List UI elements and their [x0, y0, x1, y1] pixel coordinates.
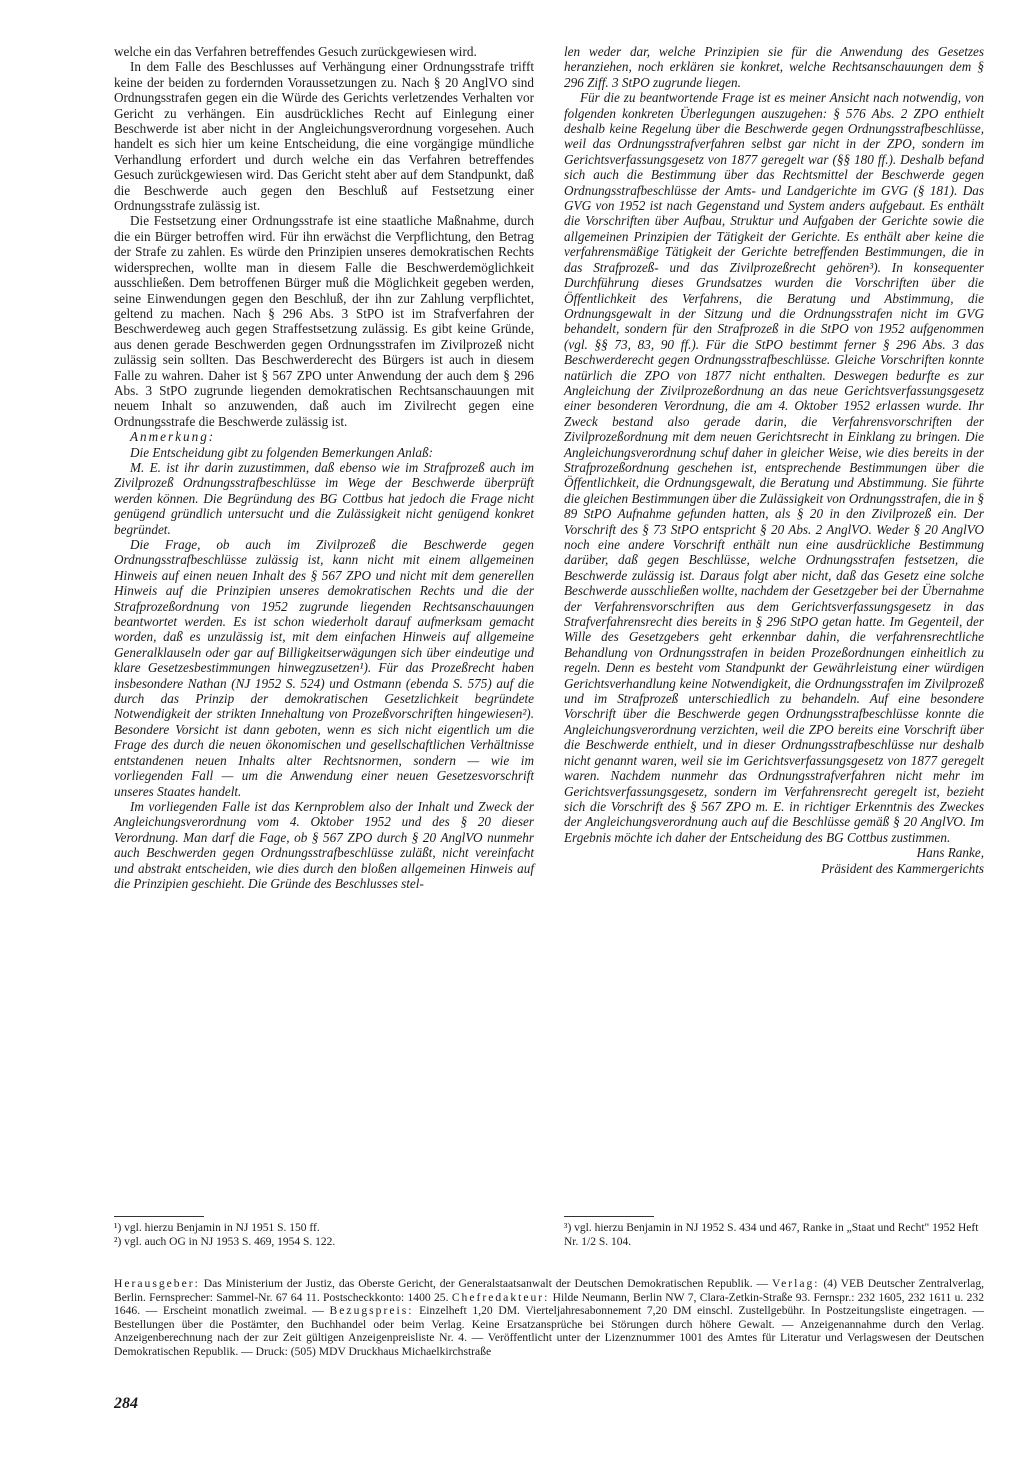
annotation-heading: Anmerkung: — [130, 429, 216, 445]
signature-name: Hans Ranke, — [916, 845, 984, 861]
paragraph: Für die zu beantwortende Frage ist es meiner Ansicht nach notwendig, von folgenden konkreten Überlegungen auszugehen: § 576 Abs. 2 ZPO enthielt deshalb keine Regelung über die Beschwerde gegen Ordnungsstrafbeschlüsse, weil das Ordnungsstrafverfahren selbst gar nicht in der ZPO, sondern im Gerichtsverfassungsgesetz von 1877 geregelt war (§§ 180 ff.). Deshalb befand sich auch die Bestimmung über das Rechtsmittel der Beschwerde gegen Ordnungsstrafbeschlüsse der Amts- und Landgerichte im GVG (§ 181). Das GVG von 1952 ist nach Gegenstand und System anders aufgebaut. Es enthält die Vorschriften über Aufbau, Struktur und Aufgaben der Gerichte sowie die allgemeinen Prinzipien der Tätigkeit der Gerichte. Es enthält aber keine die verfahrensmäßige Tätigkeit der Gerichte betreffenden Bestimmungen, die in das Strafprozeß- und das Zivilprozeßrecht gehören³). In konsequenter Durchführung dieses Grundsatzes wurden die Vorschriften über die Öffentlichkeit des Verfahrens, die Beratung und Abstimmung, die Ordnungsgewalt in der Sitzung und die Ordnungsstrafen nicht im GVG behandelt, sondern für den Strafprozeß in die StPO von 1952 aufgenommen (vgl. §§ 73, 83, 90 ff.). Für die StPO bestimmt ferner § 296 Abs. 3 das Beschwerderecht gegen Ordnungsstrafbeschlüsse. Gleiche Vorschriften konnte natürlich die ZPO von 1877 nicht enthalten. Deswegen bedurfte es zur Angleichung der Zivilprozeßordnung an das neue Gerichtsverfassungsgesetz einer besonderen Verordnung, die am 4. Oktober 1952 erlassen wurde. Ihr Zweck bestand also gerade darin, die Verfahrensvorschriften der Zivilprozeßordnung mit dem neuen Gerichtsrecht in Einklang zu bringen. Die Angleichungsverordnung schuf daher in gleicher Weise, wie dies bereits in der Strafprozeßordnung geschehen ist, entsprechende Bestimmungen über die Öffentlichkeit, die Ordnungsgewalt, die Beratung und Abstimmung. Sie führte die gleichen Bestimmungen über die Zulässigkeit von Ordnungsstrafen, die in § 89 StPO Aufnahme gefunden hatten, als § 20 in den Zivilprozeß ein. Der Vorschrift des § 73 StPO entspricht § 20 Abs. 2 AnglVO. Weder § 20 AnglVO noch eine andere Vorschrift enthält nun eine ausdrückliche Bestimmung darüber, daß gegen Beschlüsse, welche Ordnungsstrafen festsetzen, die Beschwerde zulässig ist. Daraus folgt aber nicht, daß das Gesetz eine solche Beschwerde ausschließen wollte, nachdem der Gesetzgeber bei der Übernahme der Verfahrensvorschriften aus dem Gerichtsverfassungsgesetz in das Strafverfahrensrecht dies bereits in § 296 StPO getan hatte. Im Gegenteil, der Wille des Gesetzgebers geht erkennbar dahin, die verfahrensrechtliche Behandlung von Ordnungsstrafen in beiden Prozeßordnungen einheitlich zu regeln. Denn es besteht vom Standpunkt der Gewährleistung einer würdigen Gerichtsverhandlung keine Notwendigkeit, die Ordnungsstrafen im Zivilprozeß und im Strafprozeß unterschiedlich zu behandeln. Auf eine besondere Vorschrift über die Beschwerde gegen Ordnungsstrafbeschlüsse konnte die Angleichungsverordnung verzichten, weil die ZPO bereits eine Vorschrift über die Beschwerde enthielt, und in dieser Ordnungsstrafbeschlüsse nur deshalb nicht genannt waren, weil sie im Gerichtsverfassungsgesetz von 1877 geregelt waren. Nachdem nunmehr das Ordnungsstrafverfahren nicht mehr im Gerichtsverfassungsgesetz, sondern im Verfahrensrecht geregelt ist, bezieht sich die Vorschrift des § 567 ZPO m. E. in richtiger Erkenntnis des Zweckes der Angleichungsverordnung auch auf die Beschlüsse gemäß § 20 AnglVO. Im Ergebnis möchte ich daher der Entscheidung des BG Cottbus zustimmen. — [564, 90, 984, 845]
right-column — [564, 44, 984, 876]
colophon-text: (4) VEB Deutscher Zentralverlag, Berlin. Fernsprecher: Sammel-Nr. 67 64 11. Postscheckkonto: 1400 25. — [114, 1277, 985, 1304]
paragraph: welche ein das Verfahren betreffendes Gesuch zurückgewiesen wird. — [114, 44, 477, 59]
colophon — [114, 1277, 984, 1359]
colophon-text: Hilde Neumann, Berlin NW 7, Clara-Zetkin-Straße 93. Fernspr.: 232 1605, 232 1611 u. 232 1646. — Erscheint monatlich zweimal. — — [114, 1290, 984, 1318]
footnote-rule — [114, 1216, 204, 1217]
colophon-text: Das Ministerium der Justiz, das Oberste Gericht, der Generalstaatsanwalt der Deutschen Demokratischen Republik. — — [203, 1277, 769, 1290]
paragraph: In dem Falle des Beschlusses auf Verhängung einer Ordnungsstrafe trifft keine der beiden zu fordernden Voraussetzungen zu. Nach § 20 AnglVO sind Ordnungsstrafen gegen ein die Würde des Gerichts verletzendes Verhalten vor Gericht zu verhängen. Ein ausdrückliches Recht auf Einlegung einer Beschwerde ist aber nicht in der Angleichungsverordnung vorgesehen. Auch handelt es sich hier um keine Entscheidung, die eine vorgängige mündliche Verhandlung erfordert und durch welche ein das Verfahren betreffendes Gesuch zurückgewiesen wird. Das Gericht steht aber auf dem Standpunkt, daß die Beschwerde auch gegen den Beschluß auf Festsetzung einer Ordnungsstrafe zulässig ist. — [114, 59, 534, 214]
page-number: 284 — [114, 1395, 138, 1412]
footnote: ¹) vgl. hierzu Benjamin in NJ 1951 S. 150 ff. — [114, 1222, 320, 1234]
paragraph: len weder dar, welche Prinzipien sie für die Anwendung des Gesetzes heranziehen, noch erklären sie konkret, welche Rechtsanschauungen dem § 296 Ziff. 3 StPO zugrunde liegen. — [564, 44, 984, 90]
colophon-label: Chefredakteur: — [451, 1290, 550, 1304]
colophon-label: Herausgeber: — [114, 1277, 200, 1290]
paragraph: Die Entscheidung gibt zu folgenden Bemerkungen Anlaß: — [130, 444, 434, 460]
left-column — [114, 44, 534, 891]
footnote: ³) vgl. hierzu Benjamin in NJ 1952 S. 434 und 467, Ranke in „Staat und Recht" 1952 Heft Nr. 1/2 S. 104. — [564, 1222, 979, 1248]
paragraph: Im vorliegenden Falle ist das Kernproblem also der Inhalt und Zweck der Angleichungsverordnung vom 4. Oktober 1952 und des § 20 dieser Verordnung. Man darf die Fage, ob § 567 ZPO durch § 20 AnglVO nunmehr auch Beschwerden gegen Ordnungsstrafbeschlüsse zuläßt, nicht vereinfacht und abstrakt entscheiden, wie dies durch den bloßen allgemeinen Hinweis auf die Prinzipien geschieht. Die Gründe des Beschlusses stel- — [114, 798, 534, 891]
paragraph: Die Frage, ob auch im Zivilprozeß die Beschwerde gegen Ordnungsstrafbeschlüsse zulässig ist, kann nicht mit einem allgemeinen Hinweis auf einen neuen Inhalt des § 567 ZPO und nicht mit dem generellen Hinweis auf die Prinzipien unseres demokratischen Rechts und die der Strafprozeßordnung von 1952 zugrunde liegenden Rechtsanschauungen beantwortet werden. Es ist schon wiederholt darauf aufmerksam gemacht worden, daß es unzulässig ist, mit dem einfachen Hinweis auf allgemeine Generalklauseln oder gar auf Billigkeitserwägungen sich über eindeutige und klare Gesetzesbestimmungen hinwegzusetzen¹). Für das Prozeßrecht haben insbesondere Nathan (NJ 1952 S. 524) und Ostmann (ebenda S. 575) auf die durch das Prinzip der demokratischen Gesetzlichkeit begründete Notwendigkeit der strikten Innehaltung von Prozeßvorschriften hingewiesen²). Besondere Vorsicht ist dann geboten, wenn es sich nicht eigentlich um die Frage des durch die neuen ökonomischen und gesellschaftlichen Verhältnisse entstandenen neuen Inhalts alter Rechtsnormen, sondern — wie im vorliegenden Fall — um die Anwendung einer neuen Gesetzesvorschrift unseres Staates handelt. — [114, 537, 534, 799]
footnote-rule — [564, 1216, 654, 1217]
signature-title: Präsident des Kammergerichts — [821, 860, 984, 876]
colophon-label: Bezugspreis: — [329, 1304, 414, 1318]
footnote: ²) vgl. auch OG in NJ 1953 S. 469, 1954 S. 122. — [114, 1236, 336, 1248]
paragraph: M. E. ist ihr darin zuzustimmen, daß ebenso wie im Strafprozeß auch im Zivilprozeß Ordnungsstrafbeschlüsse im Wege der Beschwerde überprüft werden können. Die Begründung des BG Cottbus hat jedoch die Frage nicht genügend gründlich untersucht und die Zulässigkeit nicht genügend konkret begründet. — [114, 459, 534, 537]
paragraph: Die Festsetzung einer Ordnungsstrafe ist eine staatliche Maßnahme, durch die ein Bürger betroffen wird. Für ihn erwächst die Verpflichtung, den Betrag der Strafe zu zahlen. Es würde den Prinzipien unseres demokratischen Rechts widersprechen, wollte man in diesem Falle die Beschwerdemöglichkeit ausschließen. Dem betroffenen Bürger muß die Möglichkeit gegeben werden, seine Einwendungen gegen den Beschluß, der ihn zur Zahlung verpflichtet, geltend zu machen. Nach § 296 Abs. 3 StPO ist im Strafverfahren der Beschwerdeweg auch gegen Straffestsetzung zulässig. Es gibt keine Gründe, aus denen gerade Beschwerden gegen Ordnungsstrafen im Zivilprozeß nicht zulässig sein sollten. Das Beschwerderecht des Bürgers ist auch in diesem Falle zu wahren. Daher ist § 567 ZPO unter Anwendung der auch dem § 296 Abs. 3 StPO zugrunde liegenden demokratischen Rechtsanschauungen mit neuem Inhalt so anzuwenden, daß auch im Zivilrecht gegen eine Ordnungsstrafe die Beschwerde zulässig ist. — [114, 213, 534, 429]
colophon-label: Verlag: — [772, 1277, 820, 1290]
footnotes-right — [564, 1221, 984, 1249]
colophon-text: Einzelheft 1,20 DM. Vierteljahresabonnement 7,20 DM einschl. Zustellgebühr. In Postzeitungsliste eingetragen. — Bestellungen über die Postämter, den Buchhandel oder beim Verlag. Keine Ersatzansprüche bei Störungen durch höhere Gewalt. — Anzeigenannahme durch den Verlag. Anzeigenberechnung nach der zur Zeit gültigen Anzeigenpreisliste Nr. 4. — Veröffentlicht unter der Lizenznummer 1001 des Amtes für Literatur und Verlagswesen der Deutschen Demokratischen Republik. — Druck: (505) MDV Druckhaus Michaelkirchstraße — [114, 1304, 984, 1358]
footnotes-left — [114, 1221, 534, 1249]
